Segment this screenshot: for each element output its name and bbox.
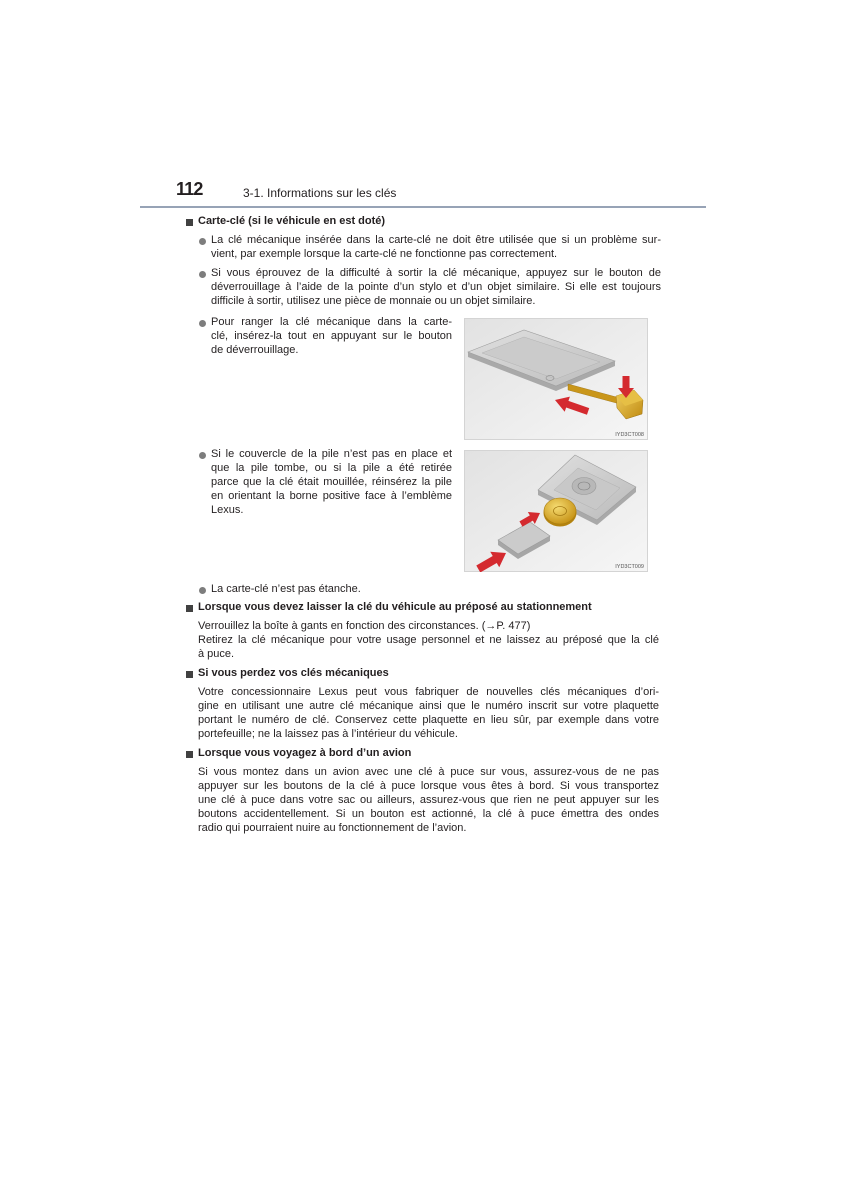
text-line: difficile à sortir, utilisez une pièce de monnaie ou un objet similaire.: [211, 295, 536, 307]
figure-label: IYD3CT008: [615, 432, 644, 438]
text-line: portant le numéro de clé. Conservez cette plaquette en lieu sûr, par exemple dans votre: [198, 714, 659, 726]
text-line: de déverrouillage.: [211, 344, 299, 356]
text-line: La clé mécanique insérée dans la carte-clé ne doit être utilisée que si un problème sur-: [211, 234, 661, 246]
battery-coin-cell: [544, 498, 577, 527]
text-line: boutons accidentellement. Si un bouton est actionné, la clé à puce émettra des ondes: [198, 808, 659, 820]
text-line: Lexus.: [211, 504, 244, 516]
text-line: Si le couvercle de la pile n’est pas en place et: [211, 448, 452, 460]
bullet-dot-icon: [199, 587, 206, 594]
section-heading: Si vous perdez vos clés mécaniques: [198, 667, 389, 679]
section-heading: Carte-clé (si le véhicule en est doté): [198, 215, 386, 227]
text-line: Votre concessionnaire Lexus peut vous fabriquer de nouvelles clés mécaniques d’ori-: [198, 686, 659, 698]
bullet-dot-icon: [199, 238, 206, 245]
text-line: Si vous montez dans un avion avec une clé à puce sur vous, assurez-vous de ne pas: [198, 766, 659, 778]
text-line: une clé à puce dans votre sac ou ailleurs, assurez-vous que rien ne peut appuyer sur les: [198, 794, 659, 806]
section-square-bullet-icon: [186, 219, 193, 226]
section-heading: Lorsque vous devez laisser la clé du véhicule au préposé au stationnement: [198, 601, 592, 613]
text-line: à puce.: [198, 648, 235, 660]
bullet-item: [211, 266, 661, 308]
text-line: Retirez la clé mécanique pour votre usage personnel et ne laissez au préposé que la clé: [198, 634, 659, 646]
text-line: Pour ranger la clé mécanique dans la carte-: [211, 316, 452, 328]
text-line: clé, insérez-la tout en appuyant sur le bouton: [211, 330, 452, 342]
chapter-title: 3-1. Informations sur les clés: [243, 186, 397, 200]
text-line: Verrouillez la boîte à gants en fonction des circonstances. (→P. 477): [198, 620, 531, 632]
page-number: 112: [176, 179, 203, 199]
bullet-dot-icon: [199, 271, 206, 278]
text-line: Si vous éprouvez de la difficulté à sortir la clé mécanique, appuyez sur le bouton de: [211, 267, 661, 279]
battery-reinsertion-illustration: [464, 450, 648, 572]
bullet-dot-icon: [199, 320, 206, 327]
bullet-item: [211, 582, 661, 596]
text-line: déverrouillage à l’aide de la pointe d’un stylo et d’un objet similaire. Si elle est toujours: [211, 281, 661, 293]
bullet-dot-icon: [199, 452, 206, 459]
section-heading: Lorsque vous voyagez à bord d’un avion: [198, 747, 412, 759]
bullet-item: [211, 233, 661, 261]
section-square-bullet-icon: [186, 751, 193, 758]
figure-label: IYD3CT009: [615, 564, 644, 570]
text-line: vient, par exemple lorsque la carte-clé ne fonctionne pas correctement.: [211, 248, 558, 260]
text-line: gine en utilisant une autre clé mécanique ainsi que le numéro inscrit sur votre plaquette: [198, 700, 659, 712]
section-body: [198, 765, 659, 835]
section-square-bullet-icon: [186, 605, 193, 612]
key-storage-illustration: [464, 318, 648, 440]
text-line: que la pile tombe, ou si la pile a été retirée: [211, 462, 452, 474]
section-body: [198, 619, 659, 661]
header-rule: [140, 206, 706, 208]
text-line: en orientant la borne positive face à l’emblème: [211, 490, 452, 502]
text-line: portefeuille; ne la laissez pas à l’intérieur du véhicule.: [198, 728, 458, 740]
text-line: appuyer sur les boutons de la clé à puce lorsque vous êtes à bord. Si vous transportez: [198, 780, 659, 792]
text-line: La carte-clé n’est pas étanche.: [211, 583, 361, 595]
bullet-item: [211, 447, 452, 517]
text-line: parce que la clé était mouillée, réinsérez la pile: [211, 476, 452, 488]
text-line: radio qui pourraient nuire au fonctionnement de l’avion.: [198, 822, 467, 834]
section-body: [198, 685, 659, 741]
bullet-item: [211, 315, 452, 357]
section-square-bullet-icon: [186, 671, 193, 678]
